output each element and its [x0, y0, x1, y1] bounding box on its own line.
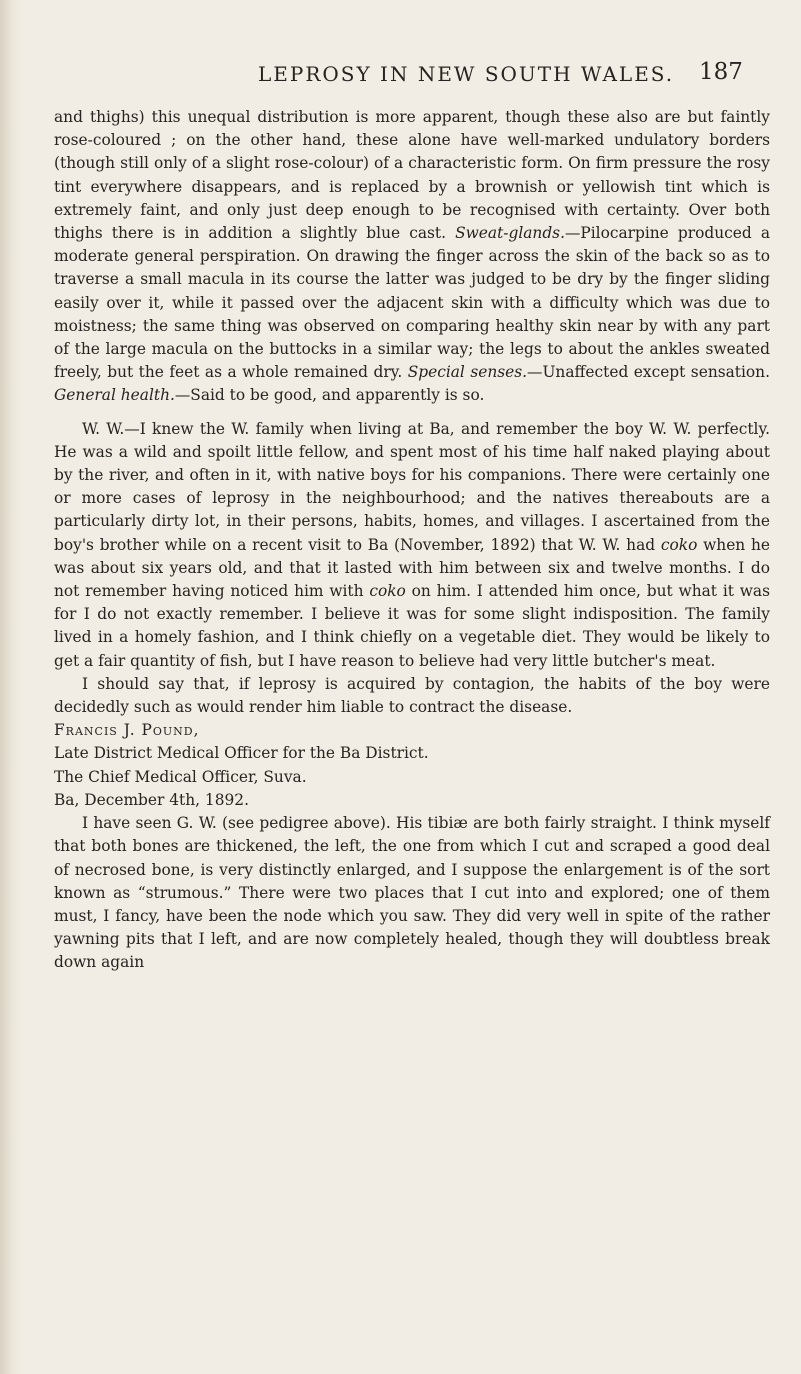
term-coko: coko — [660, 535, 698, 554]
page-body — [54, 106, 770, 975]
signature-name: Francis J. Pound, — [54, 721, 200, 740]
paragraph-contagion-opinion: I should say that, if leprosy is acquired by contagion, the habits of the boy were decidedly such as would render him liable to contract the disease. — [54, 674, 770, 717]
section-heading-special-senses: Special senses. — [407, 363, 528, 382]
paragraph-ww-report — [54, 418, 770, 673]
running-head — [0, 59, 801, 98]
text-run: when he was about six years old, and that it lasted with him between six and twelve months. I do not remember having noticed him with — [54, 535, 770, 601]
signature-title: Late District Medical Officer for the Ba District. — [54, 744, 429, 763]
text-run: —Said to be good, and apparently is so. — [174, 386, 485, 405]
page-number: 187 — [699, 59, 743, 85]
text-run: W. W.—I knew the W. family when living at Ba, and remember the boy W. W. perfectly. He was a wild and spoilt little fellow, and spent most of his time half naked playing about by the river, and often in it, with native boys for his companions. There were certainly one or more cases of leprosy in the neighbourhood; and the natives thereabouts are a particularly dirty lot, in their persons, habits, homes, and villages. I ascertained from the boy's brother while on a recent visit to Ba (November, 1892) that W. W. had — [54, 419, 770, 554]
term-coko: coko — [369, 582, 406, 601]
text-run: —Pilocarpine produced a moderate general perspiration. On drawing the finger across the skin of the back so as to traverse a small macula in its course the latter was judged to be dry by the finger sliding easily over it, while it passed over the adjacent skin with a difficulty which was due to moistness; the same thing was observed on comparing healthy skin near by with any part of the large macula on the buttocks in a similar way; the legs to about the ankles sweated freely, but the feet as a whole remained dry. — [54, 224, 770, 382]
text-run: on him. I attended him once, but what it was for I do not exactly remember. I believe it was for some slight indisposition. The family lived in a homely fashion, and I think chiefly on a vegetable diet. They would be likely to get a fair quantity of fish, but I have reason to believe had very little butcher's meat. — [54, 582, 770, 670]
text-run: and thighs) this unequal distribution is more apparent, though these also are but faintly rose-coloured ; on the other hand, these alone have well-marked undulatory borders (though still only of a slight rose-colour) of a characteristic form. On firm pressure the rosy tint everywhere disappears, and is replaced by a brownish or yellowish tint which is extremely faint, and only just deep enough to be recognised with certainty. Over both thighs there is in addition a slightly blue cast. — [54, 108, 770, 243]
letter-recipient: The Chief Medical Officer, Suva. — [54, 767, 307, 786]
page-edge-shadow — [0, 0, 22, 1374]
dateline: Ba, December 4th, 1892. — [54, 790, 249, 809]
section-heading-sweat-glands: Sweat-glands. — [455, 224, 565, 243]
text-run: —Unaffected except sensation. — [527, 363, 770, 382]
section-heading-general-health: General health. — [54, 386, 175, 405]
paragraph-continuation — [54, 106, 770, 408]
paragraph-gw-report: I have seen G. W. (see pedigree above). His tibiæ are both fairly straight. I think myself that both bones are thickened, the left, the one from which I cut and scraped a good deal of necrosed bone, is very distinctly enlarged, and I suppose the enlargement is of the sort known as “strumous.” There were two places that I cut into and explored; one of them must, I fancy, have been the node which you saw. They did very well in spite of the rather yawning pits that I left, and are now completely healed, though they will doubtless break down again — [54, 814, 770, 972]
running-title: LEPROSY IN NEW SOUTH WALES. — [258, 62, 675, 86]
